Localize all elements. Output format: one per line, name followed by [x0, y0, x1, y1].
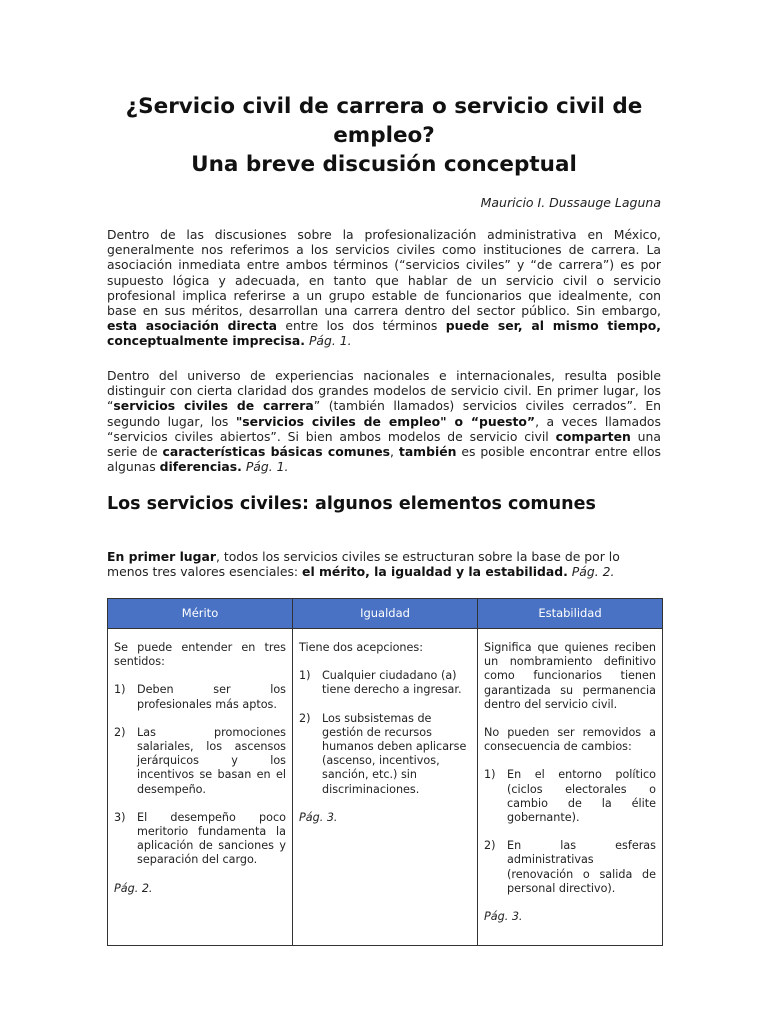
cell-merito [108, 629, 293, 946]
page-reference: Pág. 2. [114, 881, 153, 895]
list-item [114, 811, 286, 868]
list-item [299, 712, 471, 797]
list-text: En las esferas administrativas (renovación o salida de personal directivo). [507, 839, 656, 895]
list-number: 2) [114, 725, 126, 739]
list-text: Las promociones salariales, los ascensos jerárquicos y los incentivos se basan en el desempeño. [137, 725, 286, 796]
paragraph-1 [107, 227, 661, 349]
bold-run: En primer lugar [107, 549, 216, 564]
bold-run: también [398, 444, 457, 460]
page-reference: Pág. 2. [567, 564, 615, 580]
estabilidad-intro: Significa que quienes reciben un nombramiento definitivo como funcionarios tienen garantizada su permanencia dentro del servicio civil. [484, 641, 656, 711]
bold-run: características básicas comunes [162, 444, 391, 460]
text-run: ” (también llamados) servicios civiles cerrados”. En segundo lugar, los [107, 398, 662, 429]
estabilidad-intro-2: No pueden ser removidos a consecuencia de cambios: [484, 726, 656, 754]
list-text: En el entorno político (ciclos electorales o cambio de la élite gobernante). [507, 768, 656, 825]
paragraph-2 [107, 368, 661, 474]
text-run: , a veces llamados “servicios civiles abiertos”. Si bien ambos modelos de servicio civil [107, 413, 661, 444]
header-igualdad: Igualdad [293, 599, 478, 629]
header-merito: Mérito [108, 599, 293, 629]
bold-run: comparten [555, 428, 631, 444]
title-line-2: empleo? [333, 123, 435, 148]
merito-intro: Se puede entender en tres sentidos: [114, 641, 286, 669]
document-title [107, 92, 661, 179]
title-line-1: ¿Servicio civil de carrera o servicio civil de [125, 94, 643, 119]
cell-estabilidad [478, 629, 663, 946]
values-table [107, 598, 663, 946]
bold-run: puede ser, al mismo tiempo, conceptualmente imprecisa. [107, 318, 661, 349]
text-run: Dentro del universo de experiencias nacionales e internacionales, resulta posible distinguir con cierta claridad dos grandes modelos de servicio civil. En primer lugar, los “ [107, 368, 661, 414]
text-run: , [390, 444, 399, 460]
page-reference: Pág. 3. [299, 810, 338, 824]
list-text: Deben ser los profesionales más aptos. [137, 683, 286, 711]
bold-run: diferencias. [159, 459, 242, 475]
page-reference: Pág. 3. [484, 910, 523, 924]
bold-run: esta asociación directa [107, 318, 277, 334]
list-text: El desempeño poco meritorio fundamenta la aplicación de sanciones y separación del cargo. [137, 810, 286, 867]
list-item [484, 768, 656, 825]
list-item [114, 726, 286, 797]
list-item [114, 683, 286, 711]
section-heading: Los servicios civiles: algunos elementos comunes [107, 494, 596, 514]
estabilidad-list [484, 768, 656, 896]
list-text: Los subsistemas de gestión de recursos humanos deben aplicarse (ascenso, incentivos, sanción, etc.) sin discriminaciones. [322, 711, 467, 796]
list-number: 1) [299, 669, 311, 683]
page-reference: Pág. 1. [241, 459, 289, 475]
page-reference: Pág. 1. [305, 333, 352, 349]
paragraph-3 [107, 549, 661, 579]
bold-run: el mérito, la igualdad y la estabilidad. [302, 564, 568, 580]
table-header-row [108, 599, 663, 629]
header-estabilidad: Estabilidad [478, 599, 663, 629]
list-number: 2) [299, 711, 311, 725]
text-run: Dentro de las discusiones sobre la profesionalización administrativa en México, generalmente nos referimos a los servicios civiles como instituciones de carrera. La asociación inmediata entre ambos términos (“servicios civiles” y “de carrera”) es por supuesto lógica y adecuada, en tanto que hablar de un servicio civil o servicio profesional implica referirse a un grupo estable de funcionarios que idealmente, con base en sus méritos, desarrollan una carrera dentro del sector público. Sin embargo, [107, 227, 661, 319]
list-text: Cualquier ciudadano (a) tiene derecho a ingresar. [322, 669, 462, 697]
text-run: es posible encontrar entre ellos algunas [107, 444, 661, 475]
list-item [484, 839, 656, 896]
cell-igualdad [293, 629, 478, 946]
author-name: Mauricio I. Dussauge Laguna [480, 195, 661, 210]
text-run: , todos los servicios civiles se estructuran sobre la base de por lo menos tres valores esenciales: [107, 549, 620, 580]
igualdad-intro: Tiene dos acepciones: [299, 641, 424, 654]
bold-run: "servicios civiles de empleo" o “puesto” [235, 413, 536, 429]
merito-list [114, 683, 286, 867]
text-run: una serie de [107, 428, 661, 460]
igualdad-list [299, 669, 471, 797]
list-number: 2) [484, 839, 496, 853]
title-line-3: Una breve discusión conceptual [191, 152, 577, 177]
list-number: 1) [114, 683, 126, 697]
list-number: 3) [114, 810, 126, 824]
list-item [299, 669, 471, 697]
text-run: entre los dos términos [276, 318, 446, 334]
list-number: 1) [484, 768, 496, 782]
bold-run: servicios civiles de carrera [113, 398, 314, 414]
